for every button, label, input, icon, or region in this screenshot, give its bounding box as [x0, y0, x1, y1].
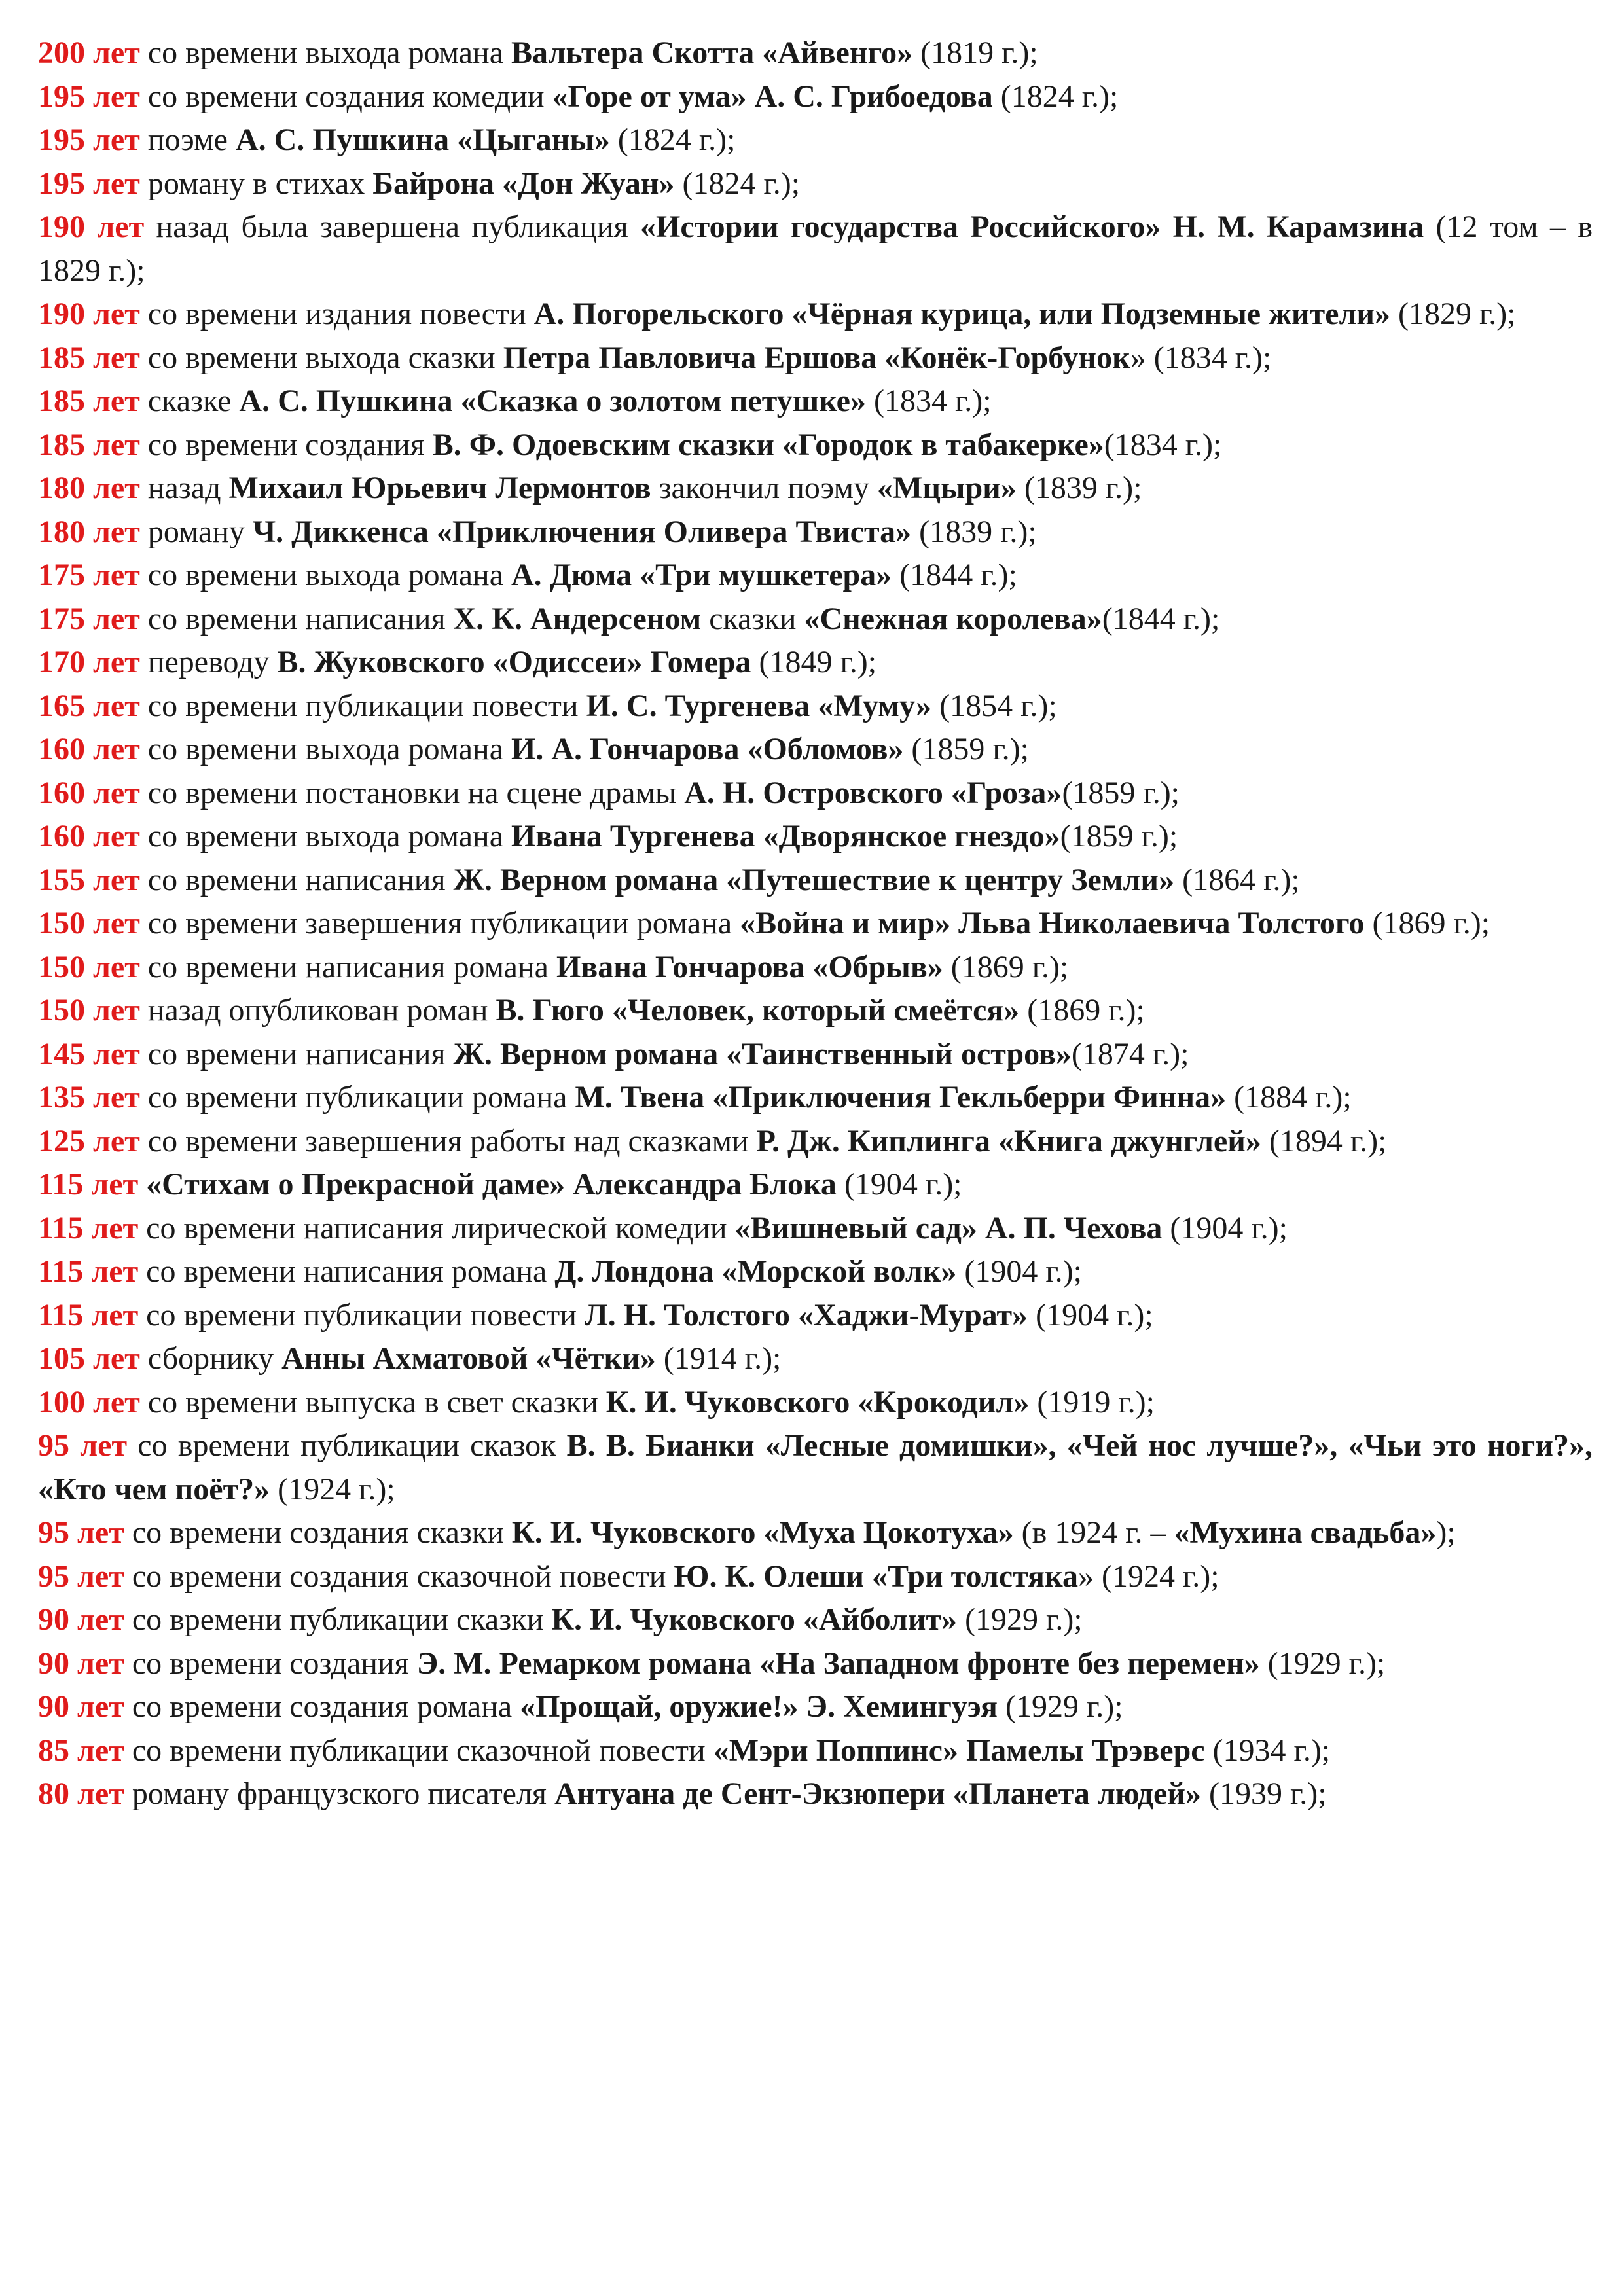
entry-text: со времени выпуска в свет сказки: [147, 1384, 606, 1420]
anniversary-entry: [38, 946, 1593, 990]
entry-text: со времени публикации сказочной повести: [132, 1732, 713, 1768]
anniversary-entry: [38, 598, 1593, 641]
entry-text: со времени издания повести: [147, 296, 534, 331]
work-title-text: А. Дюма «Три мушкетера»: [511, 558, 892, 592]
entry-text: (1934 г.);: [1204, 1732, 1331, 1768]
entry-text: назад была завершена публикация: [156, 209, 641, 244]
anniversary-entry: [38, 1424, 1593, 1511]
anniversary-years: 95 лет: [38, 1515, 124, 1550]
anniversary-entry: [38, 641, 1593, 685]
entry-text: со времени написания: [147, 601, 454, 636]
entry-text: переводу: [147, 645, 278, 679]
anniversary-entry: [38, 380, 1593, 423]
entry-text: сказки: [701, 601, 804, 636]
entry-text: (1869 г.);: [1019, 993, 1145, 1028]
work-title-text: В. В. Бианки «Лесные домишки», «Чей нос лучше?», «Чьи это ноги?», «Кто чем поёт?»: [38, 1428, 1593, 1507]
entry-text: со времени написания романа: [146, 1254, 555, 1289]
entry-text: (1869 г.);: [943, 949, 1069, 984]
anniversary-entry: [38, 162, 1593, 206]
anniversary-years: 95 лет: [38, 1428, 128, 1463]
anniversary-years: 155 лет: [38, 862, 140, 897]
anniversary-entry: [38, 1033, 1593, 1077]
entry-text: (1824 г.);: [609, 122, 736, 157]
anniversary-years: 100 лет: [38, 1384, 140, 1420]
anniversary-years: 175 лет: [38, 601, 140, 636]
work-title-text: Л. Н. Толстого «Хаджи-Мурат»: [584, 1297, 1028, 1333]
entry-text: со времени создания романа: [132, 1689, 520, 1724]
work-title-text: Ивана Тургенева «Дворянское гнездо»: [511, 819, 1060, 853]
anniversary-entry: [38, 1729, 1593, 1773]
entry-text: (1844 г.);: [1102, 601, 1220, 636]
entry-text: со времени постановки на сцене драмы: [147, 775, 685, 810]
work-title-text: К. И. Чуковского «Айболит»: [551, 1602, 958, 1637]
anniversary-years: 175 лет: [38, 558, 140, 592]
entry-text: назад: [147, 471, 229, 505]
anniversary-years: 90 лет: [38, 1689, 124, 1724]
anniversary-years: 170 лет: [38, 645, 140, 679]
entry-text: со времени написания романа: [147, 949, 556, 984]
anniversary-entry: [38, 772, 1593, 816]
work-title-text: А. С. Пушкина «Сказка о золотом петушке»: [239, 384, 866, 418]
anniversary-entry: [38, 293, 1593, 336]
entry-text: роману французского писателя: [132, 1776, 554, 1811]
anniversary-years: 150 лет: [38, 993, 140, 1028]
entry-text: со времени создания сказки: [132, 1515, 512, 1550]
anniversary-entry: [38, 1337, 1593, 1381]
work-title-text: Вальтера Скотта «Айвенго»: [511, 35, 913, 70]
work-title-text: В. Ф. Одоевским сказки «Городок в табакерке»: [432, 427, 1104, 462]
anniversary-years: 150 лет: [38, 906, 140, 941]
anniversary-years: 80 лет: [38, 1776, 124, 1811]
entry-text: (1874 г.);: [1071, 1036, 1189, 1071]
work-title-text: Михаил Юрьевич Лермонтов: [228, 471, 651, 505]
entry-text: (1864 г.);: [1174, 862, 1300, 897]
anniversary-entry: [38, 989, 1593, 1033]
entry-text: со времени публикации сказок: [137, 1428, 567, 1463]
entry-text: (12 том – в 1829 г.);: [38, 209, 1593, 288]
entry-text: со времени создания сказочной повести: [132, 1558, 674, 1594]
entry-text: );: [1436, 1515, 1456, 1550]
work-title-text: Петра Павловича Ершова «Конёк-Горбунок: [503, 340, 1130, 375]
work-title-text: М. Твена «Приключения Гекльберри Финна»: [575, 1080, 1227, 1115]
entry-text: (1834 г.);: [865, 384, 992, 418]
work-title-text: И. С. Тургенева «Муму»: [586, 688, 932, 723]
entry-text: » (1834 г.);: [1130, 340, 1272, 375]
entry-text: со времени выхода романа: [147, 732, 511, 766]
anniversary-entry: [38, 467, 1593, 511]
work-title-text: «Война и мир» Льва Николаевича Толстого: [740, 906, 1365, 941]
entry-text: роману в стихах: [147, 166, 373, 201]
entry-text: со времени выхода романа: [147, 819, 511, 853]
entry-text: (1844 г.);: [892, 558, 1017, 592]
entry-text: (1859 г.);: [903, 732, 1029, 766]
anniversary-years: 90 лет: [38, 1602, 124, 1637]
work-title-text: Х. К. Андерсеном: [453, 601, 702, 636]
work-title-text: Байрона «Дон Жуан»: [372, 166, 675, 201]
entry-text: (в 1924 г. –: [1013, 1515, 1174, 1550]
anniversary-entry: [38, 902, 1593, 946]
work-title-text: «Стихам о Прекрасной даме» Александра Блока: [146, 1167, 837, 1202]
anniversary-years: 125 лет: [38, 1123, 140, 1158]
work-title-text: Антуана де Сент-Экзюпери «Планета людей»: [554, 1776, 1202, 1811]
anniversary-entry: [38, 1685, 1593, 1729]
work-title-text: Ивана Гончарова «Обрыв»: [556, 949, 943, 984]
anniversary-entry: [38, 1642, 1593, 1686]
anniversary-entry: [38, 1772, 1593, 1816]
entry-text: со времени создания: [132, 1645, 417, 1681]
anniversary-years: 185 лет: [38, 427, 140, 462]
work-title-text: К. И. Чуковского «Муха Цокотуха»: [511, 1515, 1014, 1550]
entry-text: со времени выхода романа: [147, 558, 511, 592]
anniversary-entry: [38, 1381, 1593, 1425]
work-title-text: Ж. Верном романа «Таинственный остров»: [453, 1036, 1072, 1071]
entry-text: (1914 г.);: [655, 1341, 782, 1376]
entry-text: (1929 г.);: [1259, 1645, 1386, 1681]
entry-text: (1929 г.);: [957, 1602, 1083, 1637]
anniversary-years: 160 лет: [38, 775, 140, 810]
entry-text: со времени выхода романа: [147, 35, 511, 70]
anniversary-years: 95 лет: [38, 1558, 124, 1594]
entry-text: со времени завершения работы над сказками: [147, 1123, 757, 1158]
anniversary-entry: [38, 1120, 1593, 1164]
anniversary-years: 115 лет: [38, 1167, 139, 1202]
entry-text: (1819 г.);: [912, 35, 1038, 70]
anniversary-years: 190 лет: [38, 209, 145, 244]
anniversary-entry: [38, 554, 1593, 598]
anniversary-years: 180 лет: [38, 514, 140, 549]
entry-text: (1924 г.);: [270, 1471, 395, 1507]
work-title-text: «Вишневый сад» А. П. Чехова: [734, 1210, 1163, 1246]
work-title-text: Ч. Диккенса «Приключения Оливера Твиста»: [252, 514, 912, 549]
entry-text: (1894 г.);: [1261, 1123, 1387, 1158]
entry-text: (1839 г.);: [1016, 471, 1142, 505]
anniversary-entry: [38, 1598, 1593, 1642]
anniversary-entry: [38, 206, 1593, 293]
anniversary-entry: [38, 685, 1593, 728]
entry-text: (1869 г.);: [1364, 906, 1490, 941]
work-title-text: «Мэри Поппинс» Памелы Трэверс: [713, 1732, 1205, 1768]
entry-text: (1829 г.);: [1390, 296, 1516, 331]
work-title-text: Э. М. Ремарком романа «На Западном фронте без перемен»: [416, 1645, 1260, 1681]
work-title-text: «Мухина свадьба»: [1174, 1515, 1437, 1550]
entry-text: со времени публикации повести: [147, 688, 586, 723]
work-title-text: В. Гюго «Человек, который смеётся»: [496, 993, 1020, 1028]
anniversary-entry: [38, 75, 1593, 119]
anniversary-entry: [38, 1555, 1593, 1599]
work-title-text: Р. Дж. Киплинга «Книга джунглей»: [756, 1123, 1261, 1158]
work-title-text: А. Погорельского «Чёрная курица, или Подземные жители»: [533, 296, 1391, 331]
work-title-text: «Мцыри»: [877, 471, 1017, 505]
entry-text: (1834 г.);: [1104, 427, 1222, 462]
work-title-text: Д. Лондона «Морской волк»: [554, 1254, 957, 1289]
work-title-text: Анны Ахматовой «Чётки»: [281, 1341, 656, 1376]
work-title-text: А. Н. Островского «Гроза»: [684, 775, 1062, 810]
entry-text: со времени написания лирической комедии: [146, 1210, 735, 1246]
anniversary-years: 190 лет: [38, 296, 140, 331]
anniversary-entry: [38, 1207, 1593, 1251]
entry-text: закончил поэму: [651, 471, 878, 505]
entry-text: (1904 г.);: [836, 1167, 962, 1202]
entry-text: со времени публикации сказки: [132, 1602, 552, 1637]
entry-text: (1859 г.);: [1062, 775, 1180, 810]
entry-text: (1839 г.);: [911, 514, 1037, 549]
work-title-text: А. С. Пушкина «Цыганы»: [235, 122, 610, 157]
entry-text: (1859 г.);: [1060, 819, 1178, 853]
entry-text: (1854 г.);: [931, 688, 1057, 723]
anniversary-entry: [38, 1076, 1593, 1120]
entry-text: (1824 г.);: [674, 166, 801, 201]
entry-text: (1929 г.);: [997, 1689, 1123, 1724]
anniversary-entry: [38, 1163, 1593, 1207]
anniversary-years: 105 лет: [38, 1341, 140, 1376]
entry-text: (1904 г.);: [1162, 1210, 1288, 1246]
entry-text: поэме: [147, 122, 236, 157]
anniversary-years: 115 лет: [38, 1210, 139, 1246]
work-title-text: «Снежная королева»: [804, 601, 1102, 636]
anniversary-entry: [38, 1294, 1593, 1338]
anniversary-years: 195 лет: [38, 166, 140, 201]
work-title-text: «Горе от ума» А. С. Грибоедова: [552, 79, 993, 114]
entry-text: » (1924 г.);: [1077, 1558, 1219, 1594]
anniversary-entry: [38, 815, 1593, 859]
anniversary-years: 90 лет: [38, 1645, 124, 1681]
anniversary-years: 150 лет: [38, 949, 140, 984]
anniversary-years: 185 лет: [38, 384, 140, 418]
anniversary-years: 145 лет: [38, 1036, 140, 1071]
entry-text: (1824 г.);: [992, 79, 1119, 114]
work-title-text: Ж. Верном романа «Путешествие к центру Земли»: [453, 862, 1175, 897]
anniversary-years: 195 лет: [38, 79, 140, 114]
work-title-text: К. И. Чуковского «Крокодил»: [605, 1384, 1030, 1420]
anniversary-years: 160 лет: [38, 819, 140, 853]
anniversary-entry: [38, 511, 1593, 554]
anniversary-years: 165 лет: [38, 688, 140, 723]
entry-text: (1939 г.);: [1201, 1776, 1327, 1811]
entry-text: (1884 г.);: [1226, 1080, 1352, 1115]
work-title-text: «Прощай, оружие!» Э. Хемингуэя: [520, 1689, 998, 1724]
anniversary-entry: [38, 336, 1593, 380]
entry-text: со времени написания: [147, 1036, 454, 1071]
entry-text: назад опубликован роман: [147, 993, 496, 1028]
entry-text: со времени завершения публикации романа: [147, 906, 740, 941]
anniversary-years: 180 лет: [38, 471, 140, 505]
anniversary-years: 85 лет: [38, 1732, 124, 1768]
entry-text: сборнику: [147, 1341, 282, 1376]
anniversary-entry: [38, 423, 1593, 467]
entry-text: со времени публикации романа: [147, 1080, 575, 1115]
entry-text: (1849 г.);: [751, 645, 877, 679]
entry-text: со времени создания комедии: [147, 79, 552, 114]
anniversary-years: 195 лет: [38, 122, 140, 157]
anniversary-entry: [38, 1250, 1593, 1294]
entry-text: со времени написания: [147, 862, 454, 897]
anniversary-years: 160 лет: [38, 732, 140, 766]
anniversary-entry: [38, 859, 1593, 903]
anniversary-entry: [38, 31, 1593, 75]
entry-text: со времени выхода сказки: [147, 340, 503, 375]
anniversary-years: 200 лет: [38, 35, 140, 70]
anniversary-years: 115 лет: [38, 1297, 139, 1333]
anniversary-entry: [38, 1511, 1593, 1555]
anniversary-years: 115 лет: [38, 1254, 139, 1289]
anniversary-entry: [38, 118, 1593, 162]
work-title-text: И. А. Гончарова «Обломов»: [511, 732, 904, 766]
entry-text: (1904 г.);: [956, 1254, 1082, 1289]
work-title-text: «Истории государства Российского» Н. М. Карамзина: [640, 209, 1424, 244]
work-title-text: В. Жуковского «Одиссеи» Гомера: [277, 645, 751, 679]
entry-text: со времени публикации повести: [146, 1297, 585, 1333]
anniversary-years: 185 лет: [38, 340, 140, 375]
anniversary-entry: [38, 728, 1593, 772]
entry-text: роману: [147, 514, 253, 549]
entry-text: (1919 г.);: [1029, 1384, 1155, 1420]
anniversary-years: 135 лет: [38, 1080, 140, 1115]
entry-text: сказке: [147, 384, 240, 418]
entry-text: со времени создания: [147, 427, 433, 462]
entry-text: (1904 г.);: [1028, 1297, 1153, 1333]
work-title-text: Ю. К. Олеши «Три толстяка: [674, 1558, 1078, 1594]
